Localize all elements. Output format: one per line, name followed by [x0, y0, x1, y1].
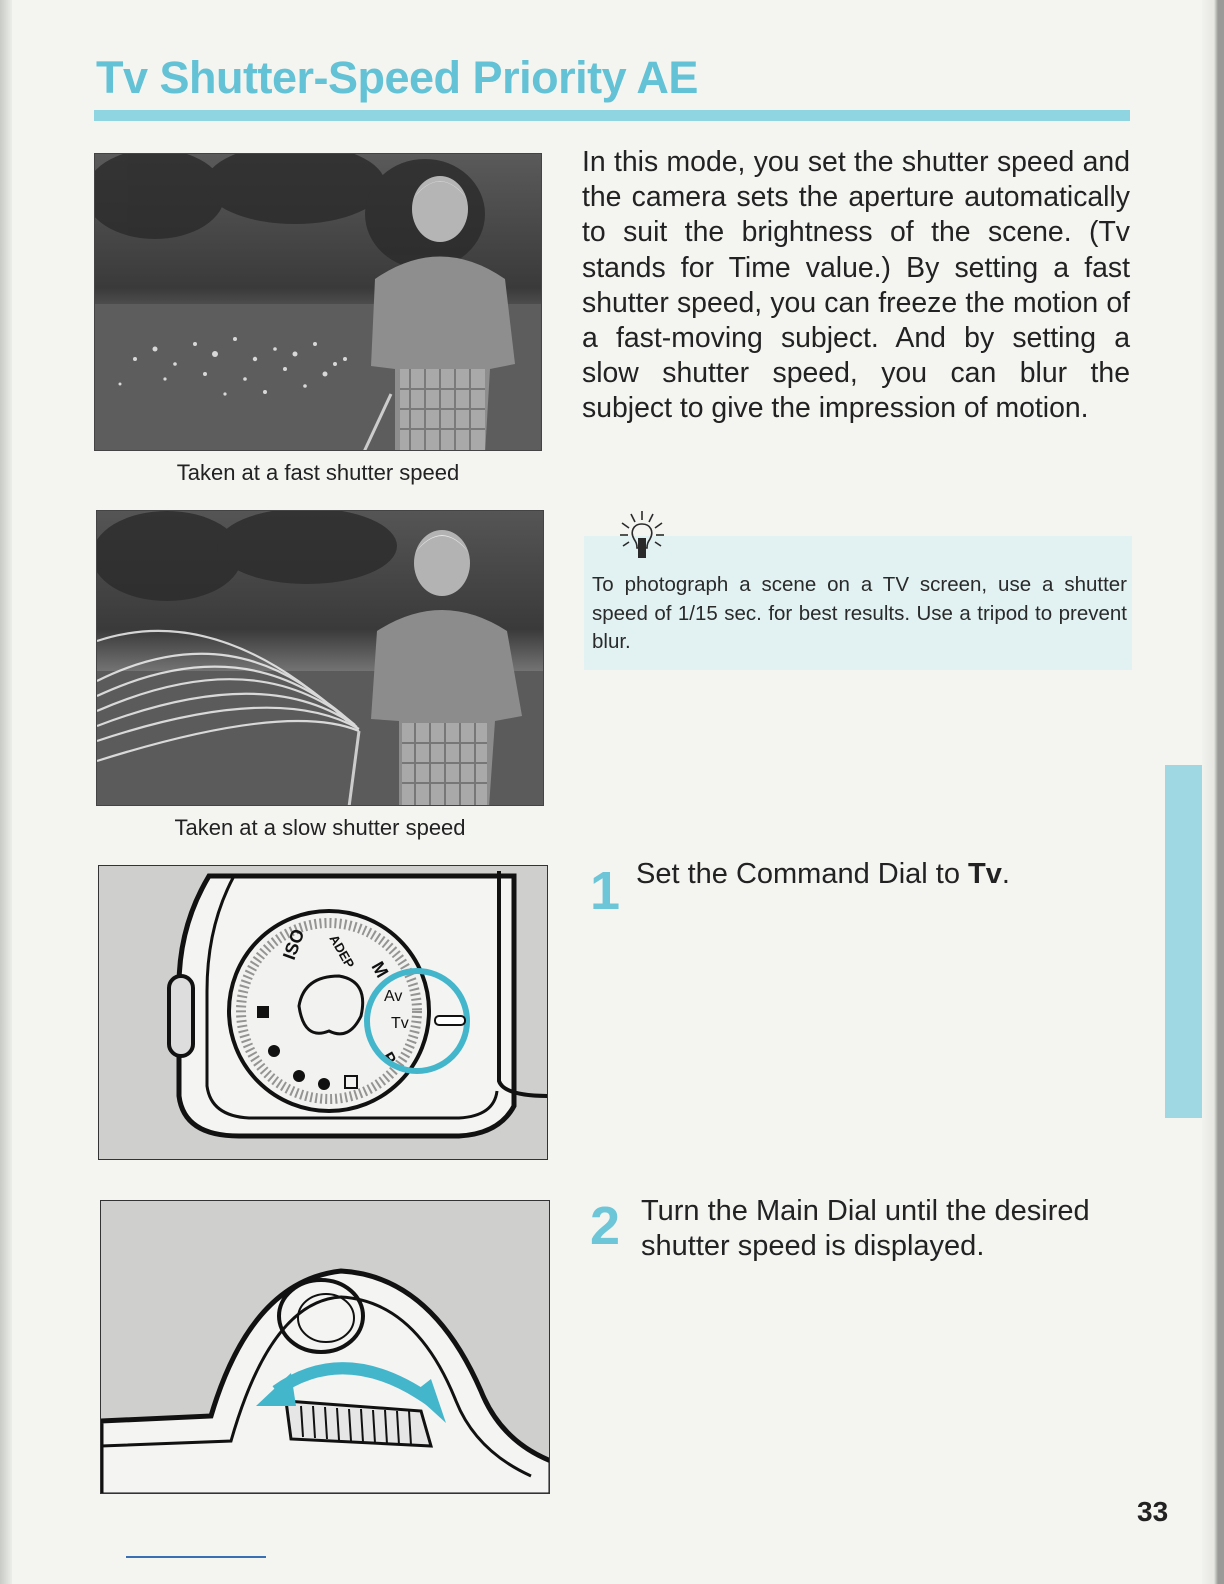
step-1-text-before: Set the Command Dial to [636, 858, 969, 890]
fast-shutter-photo [94, 153, 542, 451]
tip-text: To photograph a scene on a TV screen, use a shutter speed of 1/15 sec. for best results. Use a tripod to prevent blur. [592, 573, 1127, 653]
page-edge-left [0, 0, 12, 1584]
step-1-text [636, 857, 1010, 892]
step-2-number: 2 [590, 1196, 621, 1256]
dial-adep-label: ADEP [326, 932, 358, 971]
command-dial-diagram [98, 865, 548, 1160]
intro-paragraph: In this mode, you set the shutter speed and the camera sets the aperture automatically to suit the brightness of the scene. (Tv stands for Time value.) By setting a fast shutter speed, you can freeze the motion of a fast-moving subject. And by setting a slow shutter speed, you can blur the subject to give the impression of motion. [582, 146, 1130, 425]
fast-shutter-caption: Taken at a fast shutter speed [176, 460, 460, 485]
lightbulb-icon [613, 508, 671, 564]
main-dial-diagram [100, 1200, 550, 1494]
dial-p-label: P [378, 1049, 399, 1068]
dial-m-label: M [367, 958, 393, 981]
bottom-scan-line [126, 1556, 266, 1558]
slow-shutter-photo [96, 510, 544, 806]
step-1-number: 1 [590, 861, 621, 921]
page-title: Tv Shutter-Speed Priority AE [96, 52, 698, 103]
page-number: 33 [1137, 1496, 1169, 1527]
dial-av-label: Av [384, 988, 403, 1005]
page-edge-right [1202, 0, 1224, 1584]
title-underline [94, 110, 1130, 121]
section-side-tab [1165, 765, 1202, 1118]
step-2-text: Turn the Main Dial until the desired shutter speed is displayed. [641, 1195, 1090, 1262]
slow-shutter-caption: Taken at a slow shutter speed [174, 815, 466, 840]
step-1-mode: Tv [968, 858, 1002, 890]
dial-tv-label: Tv [391, 1015, 409, 1032]
dial-iso-label: ISO [278, 926, 309, 963]
step-1-text-after: . [1001, 858, 1010, 890]
